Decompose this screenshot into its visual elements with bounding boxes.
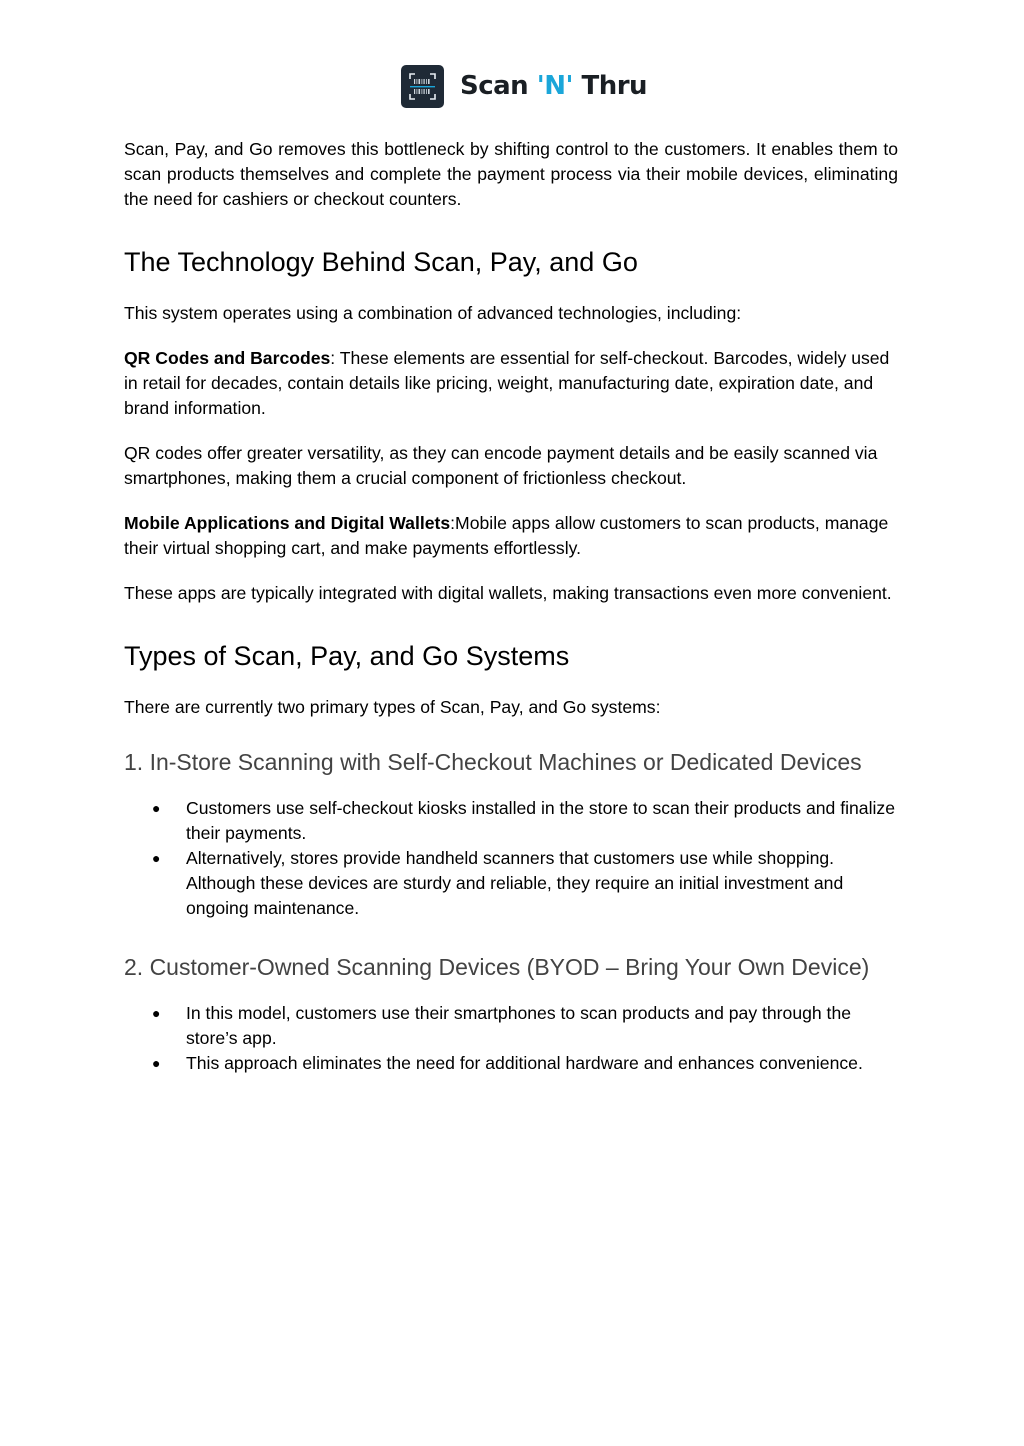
subheading-in-store: 1. In-Store Scanning with Self-Checkout Machines or Dedicated Devices [124, 749, 862, 775]
in-store-list [124, 796, 898, 921]
mobile-text: :Mobile apps allow customers to scan products, manage their virtual shopping cart, and make payments effortlessly. [124, 513, 889, 558]
section-heading-types: Types of Scan, Pay, and Go Systems [124, 641, 570, 671]
list-item: ● Customers use self-checkout kiosks installed in the store to scan their products and finalize their payments. [152, 798, 895, 843]
list-item: ● This approach eliminates the need for additional hardware and enhances convenience. [152, 1053, 863, 1073]
mobile-term: Mobile Applications and Digital Wallets [124, 513, 451, 533]
qr-paragraph [124, 346, 898, 421]
list-item: ● Alternatively, stores provide handheld scanners that customers use while shopping. Although these devices are sturdy and reliable, they require an initial investment and ongoing maintenance. [152, 848, 844, 918]
section-heading-technology: The Technology Behind Scan, Pay, and Go [124, 247, 638, 277]
subheading-byod: 2. Customer-Owned Scanning Devices (BYOD – Bring Your Own Device) [124, 954, 870, 980]
technology-lead: This system operates using a combination of advanced technologies, including: [124, 303, 742, 323]
list-item: ● In this model, customers use their smartphones to scan products and pay through the store’s app. [152, 1003, 852, 1048]
qr-term: QR Codes and Barcodes [124, 348, 331, 368]
brand-name-part2: Thru [572, 71, 648, 101]
brand-logo [401, 63, 647, 109]
types-lead: There are currently two primary types of Scan, Pay, and Go systems: [124, 697, 661, 717]
qr-paragraph-2: QR codes offer greater versatility, as they can encode payment details and be easily scanned via smartphones, making them a crucial component of frictionless checkout. [124, 443, 878, 488]
byod-list [124, 1001, 898, 1076]
qr-text: : These elements are essential for self-checkout. Barcodes, widely used in retail for decades, contain details like pricing, weight, manufacturing date, expiration date, and brand information. [124, 348, 890, 418]
brand-name-accent: 'N' [536, 71, 573, 101]
mobile-paragraph [124, 511, 898, 561]
brand-name-part1: Scan [460, 71, 537, 101]
document-body [124, 137, 898, 1076]
intro-paragraph: Scan, Pay, and Go removes this bottleneck by shifting control to the customers. It enables them to scan products themselves and complete the payment process via their mobile devices, eliminating the need for cashiers or checkout counters. [124, 139, 898, 209]
brand-name [460, 71, 647, 101]
barcode-scan-icon [401, 65, 444, 108]
mobile-paragraph-2: These apps are typically integrated with digital wallets, making transactions even more convenient. [124, 583, 892, 603]
